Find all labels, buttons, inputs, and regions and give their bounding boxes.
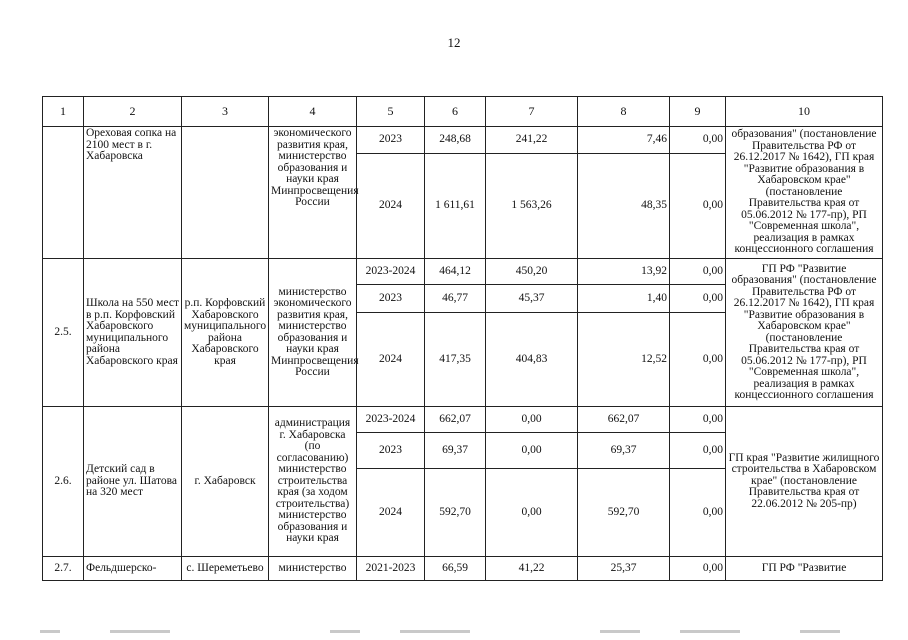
executor: министерство образования и науки края [277, 509, 348, 545]
year-cell: 2023 [357, 433, 425, 469]
other-cell: 0,00 [670, 259, 726, 285]
table-row [43, 557, 883, 581]
executor: министерство экономического развития края, министерство образования и науки края [273, 285, 352, 355]
program-cell: образования" (постановление Правительства РФ от 26.12.2017 № 1642), ГП края "Развитие образования в Хабаровском крае" (постановление Правительства края от 05.06.2012 № 177-пр), РП "Современная школа", реализация в рамках концессионного соглашения [726, 127, 883, 259]
regional-cell: 7,46 [578, 127, 670, 154]
year-cell: 2023 [357, 127, 425, 154]
federal-cell: 241,22 [486, 127, 578, 154]
executor: Минпросвещения России [271, 184, 359, 208]
object-name: Фельдшерско- [84, 557, 182, 581]
other-cell: 0,00 [670, 557, 726, 581]
other-cell: 0,00 [670, 433, 726, 469]
executors-cell [269, 557, 357, 581]
item-number: 2.6. [43, 407, 84, 557]
header-cell: 10 [726, 97, 883, 127]
regional-cell: 13,92 [578, 259, 670, 285]
total-cell: 1 611,61 [425, 154, 486, 259]
object-location: г. Хабаровск [182, 407, 269, 557]
federal-cell: 404,83 [486, 313, 578, 407]
regional-cell: 69,37 [578, 433, 670, 469]
regional-cell: 48,35 [578, 154, 670, 259]
header-cell: 4 [269, 97, 357, 127]
year-cell: 2023-2024 [357, 407, 425, 433]
item-number [43, 127, 84, 259]
total-cell: 592,70 [425, 469, 486, 557]
year-cell: 2023 [357, 285, 425, 313]
item-number: 2.7. [43, 557, 84, 581]
table-row [43, 127, 883, 154]
header-cell: 3 [182, 97, 269, 127]
other-cell: 0,00 [670, 154, 726, 259]
object-location [182, 127, 269, 259]
total-cell: 248,68 [425, 127, 486, 154]
header-row [43, 97, 883, 127]
table-row [43, 259, 883, 285]
header-cell: 9 [670, 97, 726, 127]
program-cell: ГП края "Развитие жилищного строительства в Хабаровском крае" (постановление Правительства края от 22.06.2012 № 205-пр) [726, 407, 883, 557]
executors-cell [269, 127, 357, 259]
total-cell: 69,37 [425, 433, 486, 469]
object-name: Детский сад в районе ул. Шатова на 320 мест [84, 407, 182, 557]
executors-cell [269, 259, 357, 407]
header-cell: 8 [578, 97, 670, 127]
year-cell: 2024 [357, 154, 425, 259]
executor: администрация г. Хабаровска (по согласованию) [274, 417, 351, 464]
executors-cell [269, 407, 357, 557]
executor: Минпросвещения России [271, 354, 359, 378]
regional-cell: 662,07 [578, 407, 670, 433]
total-cell: 662,07 [425, 407, 486, 433]
regional-cell: 592,70 [578, 469, 670, 557]
year-cell: 2024 [357, 469, 425, 557]
total-cell: 464,12 [425, 259, 486, 285]
table-row [43, 407, 883, 433]
federal-cell: 450,20 [486, 259, 578, 285]
year-cell: 2023-2024 [357, 259, 425, 285]
executor: министерство [278, 561, 347, 574]
other-cell: 0,00 [670, 469, 726, 557]
federal-cell: 1 563,26 [486, 154, 578, 259]
header-cell: 2 [84, 97, 182, 127]
executor: министерство строительства края (за ходом строительства) [275, 463, 350, 510]
program-cell: ГП РФ "Развитие образования" (постановление Правительства РФ от 26.12.2017 № 1642), ГП края "Развитие образования в Хабаровском крае" (постановление Правительства края от 05.06.2012 № 177-пр), РП "Современная школа", реализация в рамках концессионного соглашения [726, 259, 883, 407]
federal-cell: 41,22 [486, 557, 578, 581]
regional-cell: 25,37 [578, 557, 670, 581]
year-cell: 2024 [357, 313, 425, 407]
other-cell: 0,00 [670, 285, 726, 313]
item-number: 2.5. [43, 259, 84, 407]
scan-artifact [40, 628, 860, 636]
federal-cell: 0,00 [486, 407, 578, 433]
regional-cell: 12,52 [578, 313, 670, 407]
program-cell: ГП РФ "Развитие [726, 557, 883, 581]
object-name: Школа на 550 мест в р.п. Корфовский Хабаровского муниципального района Хабаровского края [84, 259, 182, 407]
object-location: р.п. Корфовский Хабаровского муниципального района Хабаровского края [182, 259, 269, 407]
object-name: Ореховая сопка на 2100 мест в г. Хабаровска [84, 127, 182, 259]
total-cell: 66,59 [425, 557, 486, 581]
federal-cell: 0,00 [486, 469, 578, 557]
other-cell: 0,00 [670, 313, 726, 407]
header-cell: 1 [43, 97, 84, 127]
total-cell: 417,35 [425, 313, 486, 407]
total-cell: 46,77 [425, 285, 486, 313]
regional-cell: 1,40 [578, 285, 670, 313]
federal-cell: 0,00 [486, 433, 578, 469]
page-number: 12 [447, 35, 461, 50]
other-cell: 0,00 [670, 127, 726, 154]
year-cell: 2021-2023 [357, 557, 425, 581]
federal-cell: 45,37 [486, 285, 578, 313]
header-cell: 5 [357, 97, 425, 127]
header-cell: 6 [425, 97, 486, 127]
header-cell: 7 [486, 97, 578, 127]
executor: экономического развития края, министерство образования и науки края [273, 127, 352, 185]
other-cell: 0,00 [670, 407, 726, 433]
data-table [42, 96, 883, 581]
object-location: с. Шереметьево [182, 557, 269, 581]
